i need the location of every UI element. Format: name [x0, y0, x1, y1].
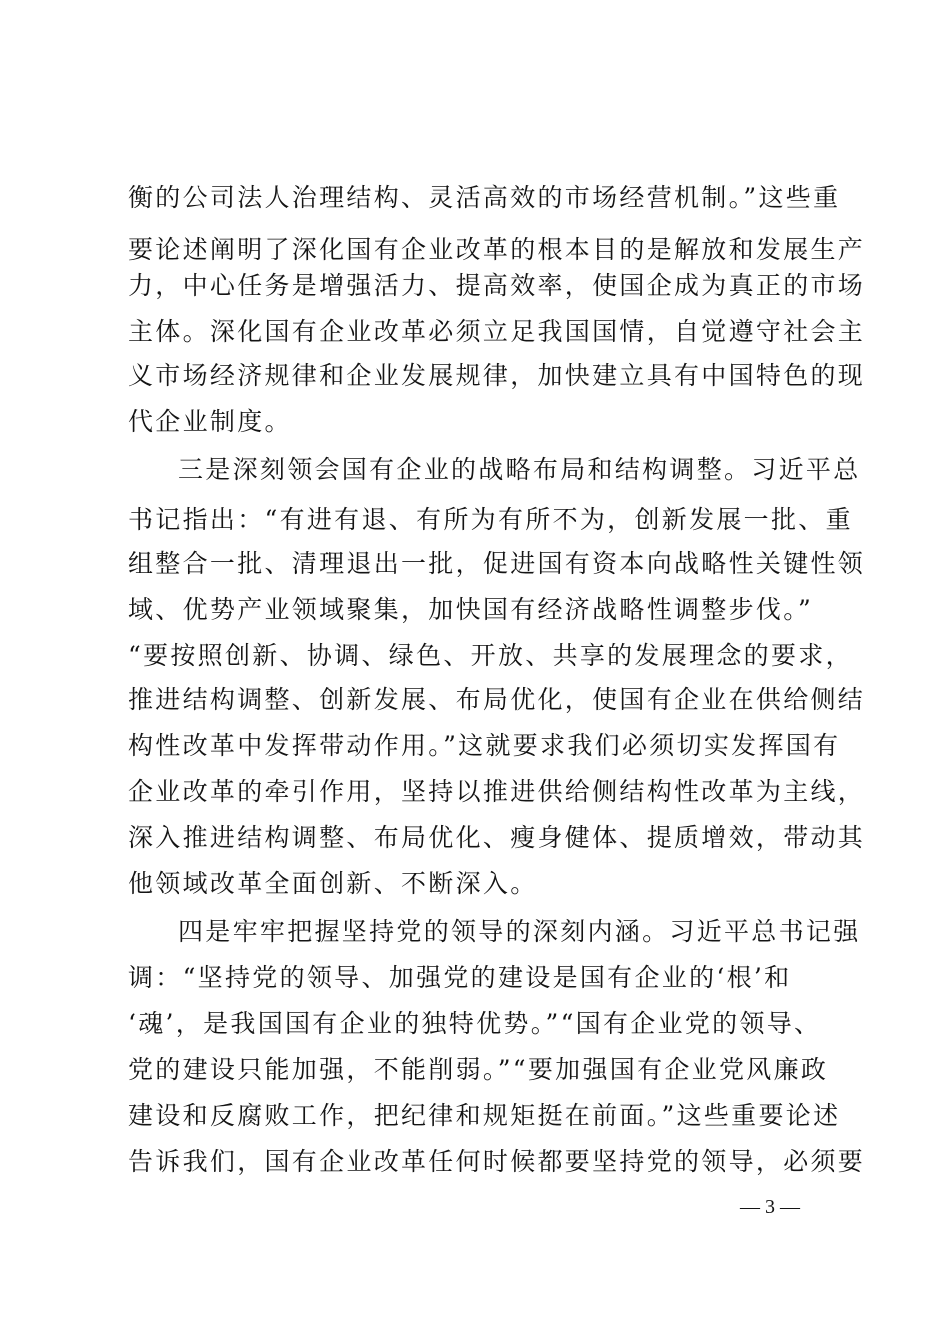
text-line: 衡的公司法人治理结构、灵活高效的市场经营机制。”这些重: [128, 183, 841, 212]
text-line: 代企业制度。: [128, 407, 292, 436]
text-line: 告诉我们，国有企业改革任何时候都要坚持党的领导，必须要: [128, 1147, 866, 1176]
text-line: 企业改革的牵引作用，坚持以推进供给侧结构性改革为主线，: [128, 777, 866, 806]
text-line: 推进结构调整、创新发展、布局优化，使国有企业在供给侧结: [128, 685, 866, 714]
text-line: 域、优势产业领域聚集，加快国有经济战略性调整步伐。”: [128, 595, 814, 624]
text-line: 建设和反腐败工作，把纪律和规矩挺在前面。”这些重要论述: [128, 1101, 841, 1130]
text-line: ‘魂’，是我国国有企业的独特优势。”“国有企业党的领导、: [128, 1009, 822, 1038]
text-line: 组整合一批、清理退出一批，促进国有资本向战略性关键性领: [128, 549, 866, 578]
text-line: 深入推进结构调整、布局优化、瘦身健体、提质增效，带动其: [128, 823, 866, 852]
text-line: 要论述阐明了深化国有企业改革的根本目的是解放和发展生产: [128, 235, 866, 264]
text-line: 构性改革中发挥带动作用。”这就要求我们必须切实发挥国有: [128, 731, 841, 760]
paragraph-first-line: 三是深刻领会国有企业的战略布局和结构调整。习近平总: [178, 455, 861, 484]
page-number: — 3 —: [740, 1196, 800, 1218]
text-line: 书记指出：“有进有退、有所为有所不为，创新发展一批、重: [128, 505, 853, 534]
text-line: 调：“坚持党的领导、加强党的建设是国有企业的‘根’和: [128, 963, 792, 992]
paragraph-first-line: 四是牢牢把握坚持党的领导的深刻内涵。习近平总书记强: [178, 917, 861, 946]
text-line: 义市场经济规律和企业发展规律，加快建立具有中国特色的现: [128, 361, 866, 390]
text-line: 主体。深化国有企业改革必须立足我国国情，自觉遵守社会主: [128, 317, 866, 346]
text-line: 党的建设只能加强，不能削弱。”“要加强国有企业党风廉政: [128, 1055, 829, 1084]
text-line: 力，中心任务是增强活力、提高效率，使国企成为真正的市场: [128, 271, 866, 300]
text-line: 他领域改革全面创新、不断深入。: [128, 869, 538, 898]
text-line: “要按照创新、协调、绿色、开放、共享的发展理念的要求，: [128, 641, 853, 670]
